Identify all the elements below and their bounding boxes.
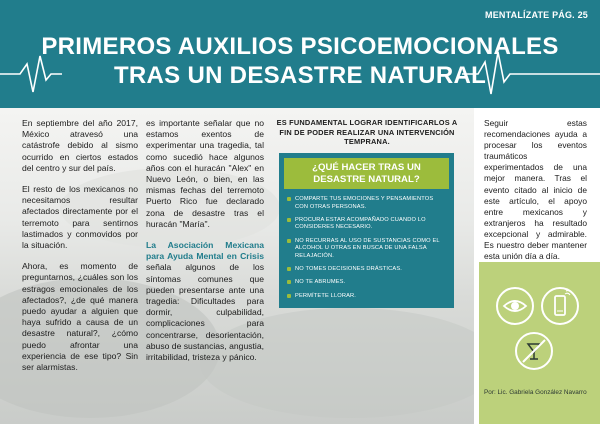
paragraph: Ahora, es momento de preguntarnos, ¿cuáles son los estragos emocionales de los afectados?, ¿de qué manera puedo ayudar a alguien que haya sufrido a causa de un desastre natural?, ¿cómo puedo afrontar una experiencia de ese tipo? Sin ser alarmistas. xyxy=(22,261,138,373)
mobile-phone-icon xyxy=(541,287,579,325)
bullet-icon xyxy=(287,218,291,222)
bullet-icon xyxy=(287,239,291,243)
tips-box-title: ¿QUÉ HACER TRAS UN DESASTRE NATURAL? xyxy=(284,158,449,189)
title-line-1: PRIMEROS AUXILIOS PSICOEMOCIONALES xyxy=(41,33,559,60)
bullet-icon xyxy=(287,197,291,201)
page-number-tag: MENTALÍZATE PÁG. 25 xyxy=(485,10,588,20)
tips-box xyxy=(279,153,454,308)
association-name: La Asociación Mexicana para Ayuda Mental en Crisis xyxy=(146,240,264,262)
tip-item: NO TE ABRUMES. xyxy=(287,279,446,286)
tip-item: COMPARTE TUS EMOCIONES Y PENSAMIENTOS CON OTRAS PERSONAS. xyxy=(287,196,446,211)
title-line-2: TRAS UN DESASTRE NATURAL xyxy=(113,62,487,89)
paragraph: En septiembre del año 2017, México atravesó una catástrofe debido al sismo ocurrido en ciertos estados del centro y sur del país. xyxy=(22,118,138,173)
tip-item: PROCURA ESTAR ACOMPAÑADO CUANDO LO CONSIDERES NECESARIO. xyxy=(287,217,446,232)
author-byline: Por: Lic. Gabriela González Navarro xyxy=(484,389,587,396)
header-banner xyxy=(0,0,600,108)
no-alcohol-icon xyxy=(515,332,553,370)
bullet-icon xyxy=(287,294,291,298)
conclusion-text: Seguir estas recomendaciones ayuda a procesar los eventos traumáticos experimentados de una mejor manera. Tras el evento citado al inicio de este artículo, el apoyo entre mexicanos y extranjeros ha resultado excepcional y admirable. Es nuestro deber mantener esta unión día a día. xyxy=(484,118,587,262)
tip-item: NO TOMES DECISIONES DRÁSTICAS. xyxy=(287,266,446,273)
bullet-icon xyxy=(287,267,291,271)
tips-list xyxy=(279,189,454,300)
tip-item: PERMÍTETE LLORAR. xyxy=(287,293,446,300)
paragraph: El resto de los mexicanos no necesitamos resultar afectados directamente por el terremoto para sentirnos lastimados y conmovidos por la situación. xyxy=(22,184,138,251)
eye-icon xyxy=(496,287,534,325)
page-title xyxy=(0,32,600,90)
paragraph-rest: señala algunos de los síntomas comunes que pueden presentarse ante una tragedia: Dificultades para dormir, culpabilidad, complicaciones para concentrarse, desorientación, abuso de sustancias, angustia, irritabilidad, tristeza y pánico. xyxy=(146,262,265,363)
article-column-1 xyxy=(22,118,138,383)
article-column-2 xyxy=(146,118,264,373)
paragraph: es importante señalar que no estamos exentos de experimentar una tragedia, tal como sucedió hace algunos años con el huracán "Alex" en Nuevo León, o bien, en las mismas fechas del terremoto Puerto Rico fue declarado zona de desastre tras el huracán "María". xyxy=(146,118,264,229)
intro-callout: ES FUNDAMENTAL LOGRAR IDENTIFICARLOS A FIN DE PODER REALIZAR UNA INTERVENCIÓN TEMPRANA. xyxy=(276,118,458,147)
tip-item: NO RECURRAS AL USO DE SUSTANCIAS COMO EL ALCOHOL U OTRAS EN BUSCA DE UNA FALSA RELAJACIÓN. xyxy=(287,238,446,260)
paragraph xyxy=(146,240,264,363)
bullet-icon xyxy=(287,280,291,284)
